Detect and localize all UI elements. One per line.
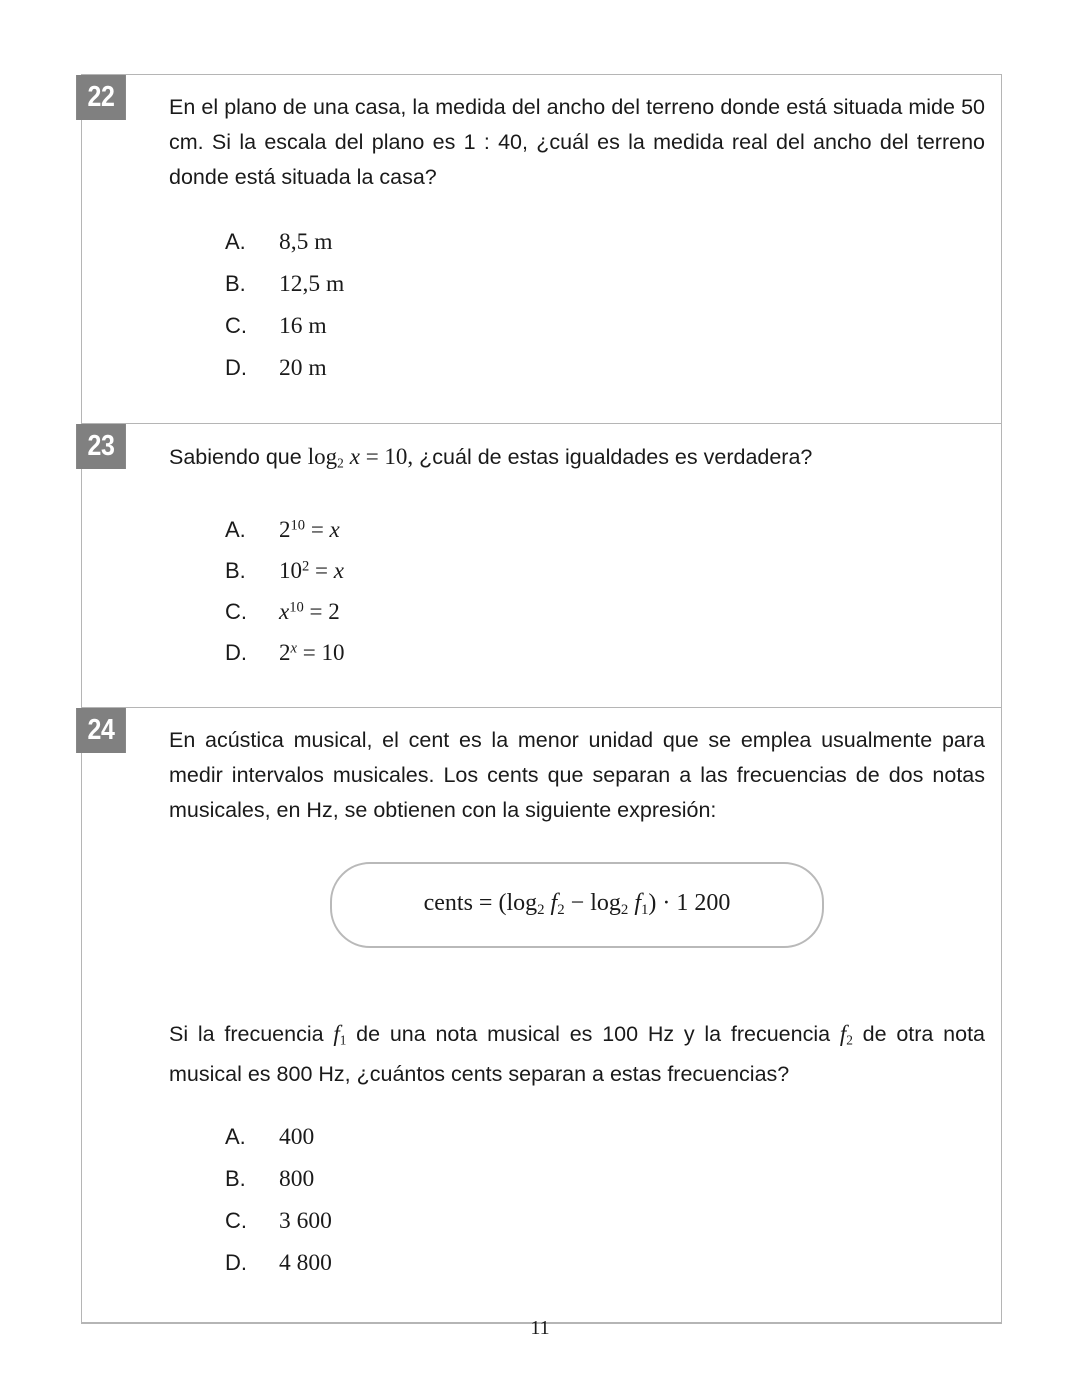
formula-tail: ) · 1 200 — [648, 890, 731, 917]
right-hand-side: x — [333, 557, 344, 583]
question-22 — [82, 75, 1001, 423]
relation-sign: = — [305, 516, 330, 542]
question-number-badge-23: 23 — [76, 424, 126, 469]
frequency-f1-symbol: f — [333, 1020, 340, 1046]
question-22-stem: En el plano de una casa, la medida del ancho del terreno donde está situada mide 50 cm. Si la escala del plano es 1 : 40, ¿cuál es la medida real del ancho del terreno donde está situada la casa? — [169, 95, 985, 189]
relation-sign: = — [309, 557, 334, 583]
option-letter: C. — [225, 313, 247, 338]
question-23-options — [225, 517, 985, 681]
question-23-stem — [169, 439, 985, 481]
option-value — [279, 640, 344, 667]
option-row[interactable] — [225, 558, 985, 599]
power-base: x — [279, 598, 290, 624]
formula-f2-subscript: 2 — [557, 902, 565, 919]
option-value: 12,5 m — [279, 271, 345, 297]
followup-part-2: de una nota musical es 100 Hz y la frecuencia — [346, 1021, 840, 1046]
option-letter: A. — [225, 229, 246, 254]
option-letter: D. — [225, 355, 247, 380]
formula-log-1: log — [506, 890, 538, 917]
formula-minus: − — [564, 890, 591, 917]
followup-part-3: de otra nota musical es 800 Hz, ¿cuántos cents separan a estas frecuencias? — [169, 1021, 985, 1087]
question-24-options — [225, 1124, 985, 1292]
formula-f2-symbol: f — [550, 890, 558, 917]
option-letter: C. — [225, 1208, 247, 1234]
option-letter: D. — [225, 1250, 247, 1276]
right-hand-side: x — [329, 516, 340, 542]
option-row[interactable] — [225, 229, 985, 271]
option-row[interactable] — [225, 271, 985, 313]
formula-expression — [424, 890, 731, 919]
question-22-body — [82, 90, 1001, 397]
relation-sign: = — [296, 639, 322, 665]
stem-tail-text: ¿cuál de estas igualdades es verdadera? — [413, 445, 813, 469]
math-variable-x: x — [349, 444, 360, 469]
option-value: 4 800 — [279, 1250, 332, 1277]
questions-frame — [81, 74, 1002, 1324]
question-24-body — [82, 723, 1001, 1293]
formula-container — [169, 862, 985, 948]
question-number-badge-24: 24 — [76, 708, 126, 753]
option-value — [279, 599, 340, 626]
relation-sign: = — [303, 598, 329, 624]
formula-log-1-base: 2 — [537, 902, 545, 919]
option-letter: A. — [225, 1124, 246, 1150]
power-exponent: 10 — [290, 517, 306, 534]
option-letter: B. — [225, 271, 246, 296]
question-22-options — [225, 229, 985, 397]
question-24-followup — [169, 1016, 985, 1093]
option-row[interactable] — [225, 1166, 985, 1208]
option-value — [279, 558, 344, 585]
log-base: 2 — [337, 455, 344, 471]
page-number: 11 — [530, 1317, 550, 1339]
followup-part-1: Si la frecuencia — [169, 1021, 334, 1046]
option-value: 16 m — [279, 313, 327, 339]
option-row[interactable] — [225, 355, 985, 397]
formula-f1-symbol: f — [634, 890, 641, 917]
power-exponent: 10 — [289, 599, 304, 616]
question-24 — [82, 707, 1001, 1323]
option-row[interactable] — [225, 1208, 985, 1250]
option-row[interactable] — [225, 313, 985, 355]
power-exponent: x — [290, 640, 297, 657]
option-value: 8,5 m — [279, 229, 333, 255]
frequency-f2-symbol: f — [839, 1020, 847, 1046]
question-23-body — [82, 439, 1001, 681]
frequency-f2-subscript: 2 — [846, 1032, 853, 1048]
power-exponent: 2 — [302, 558, 310, 575]
stem-lead-text: Sabiendo que — [169, 445, 308, 469]
option-value — [279, 517, 340, 544]
log-symbol: log — [307, 444, 338, 469]
question-23 — [82, 423, 1001, 707]
formula-f1-subscript: 1 — [640, 902, 649, 919]
option-letter: B. — [225, 1166, 246, 1192]
option-letter: C. — [225, 598, 247, 624]
power-base: 2 — [279, 516, 291, 542]
option-value: 20 m — [279, 355, 327, 381]
option-row[interactable] — [225, 1124, 985, 1166]
formula-log-2: log — [590, 890, 621, 917]
option-letter: A. — [225, 516, 246, 542]
right-hand-side: 10 — [321, 639, 345, 665]
option-row[interactable] — [225, 640, 985, 681]
question-24-stem: En acústica musical, el cent es la menor unidad que se emplea usualmente para medir intervalos musicales. Los cents que separan a las frecuencias de dos notas musicales, en Hz, se obtienen con la siguiente expresión: — [169, 727, 985, 822]
formula-lhs: cents = ( — [423, 890, 507, 917]
option-row[interactable] — [225, 1250, 985, 1292]
option-value: 400 — [279, 1124, 315, 1151]
option-row[interactable] — [225, 599, 985, 640]
formula-box — [330, 862, 824, 948]
frequency-f1-subscript: 1 — [339, 1032, 347, 1048]
option-value: 800 — [279, 1166, 315, 1193]
option-letter: B. — [225, 557, 246, 583]
math-equals-ten: = 10, — [359, 444, 414, 469]
power-base: 10 — [279, 557, 302, 583]
formula-log-2-base: 2 — [620, 902, 629, 919]
right-hand-side: 2 — [328, 598, 340, 624]
option-row[interactable] — [225, 517, 985, 558]
power-base: 2 — [279, 639, 291, 665]
option-value: 3 600 — [279, 1208, 332, 1235]
option-letter: D. — [225, 639, 247, 665]
question-number-badge-22: 22 — [76, 75, 126, 120]
